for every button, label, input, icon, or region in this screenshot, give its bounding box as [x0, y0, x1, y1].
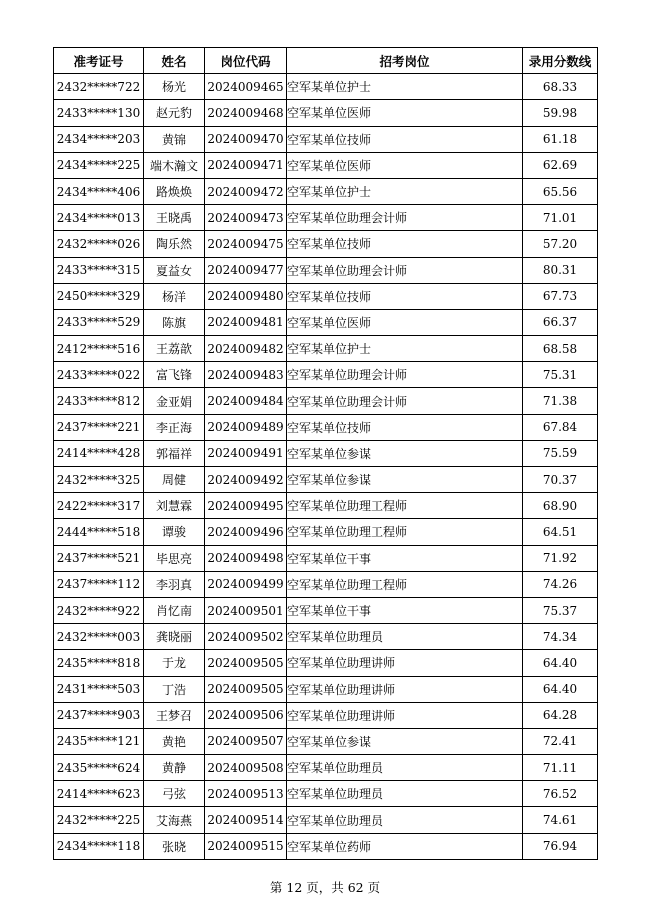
cell-score-line: 64.40: [523, 676, 598, 702]
cell-position-code: 2024009499: [205, 571, 287, 597]
table-row: [54, 309, 598, 335]
cell-position-code: 2024009481: [205, 309, 287, 335]
cell-exam-id: 2450*****329: [54, 283, 144, 309]
cell-position-code: 2024009491: [205, 440, 287, 466]
cell-position-code: 2024009471: [205, 152, 287, 178]
cell-exam-id: 2437*****521: [54, 545, 144, 571]
cell-exam-id: 2414*****428: [54, 440, 144, 466]
cell-name: 路焕焕: [144, 178, 205, 204]
cell-exam-id: 2437*****903: [54, 702, 144, 728]
cell-name: 弓弦: [144, 781, 205, 807]
cell-position: 空军某单位助理工程师: [287, 493, 523, 519]
cell-position-code: 2024009465: [205, 74, 287, 100]
cell-exam-id: 2412*****516: [54, 336, 144, 362]
cell-name: 赵元豹: [144, 100, 205, 126]
cell-exam-id: 2434*****118: [54, 833, 144, 859]
cell-score-line: 71.11: [523, 755, 598, 781]
cell-score-line: 64.40: [523, 650, 598, 676]
table-row: [54, 597, 598, 623]
header-name: 姓名: [144, 48, 205, 74]
cell-name: 艾海燕: [144, 807, 205, 833]
cell-exam-id: 2432*****026: [54, 231, 144, 257]
cell-position-code: 2024009506: [205, 702, 287, 728]
results-table: [53, 47, 598, 860]
header-score-line: 录用分数线: [523, 48, 598, 74]
cell-position: 空军某单位助理员: [287, 624, 523, 650]
cell-position-code: 2024009496: [205, 519, 287, 545]
cell-score-line: 57.20: [523, 231, 598, 257]
cell-position-code: 2024009495: [205, 493, 287, 519]
cell-position: 空军某单位助理员: [287, 781, 523, 807]
table-row: [54, 414, 598, 440]
cell-score-line: 76.94: [523, 833, 598, 859]
cell-score-line: 75.59: [523, 440, 598, 466]
table-row: [54, 807, 598, 833]
cell-name: 于龙: [144, 650, 205, 676]
cell-exam-id: 2434*****406: [54, 178, 144, 204]
table-row: [54, 728, 598, 754]
cell-name: 李羽真: [144, 571, 205, 597]
table-row: [54, 702, 598, 728]
cell-position: 空军某单位参谋: [287, 440, 523, 466]
table-row: [54, 781, 598, 807]
table-row: [54, 624, 598, 650]
cell-position: 空军某单位参谋: [287, 728, 523, 754]
cell-position-code: 2024009468: [205, 100, 287, 126]
cell-score-line: 68.33: [523, 74, 598, 100]
cell-position-code: 2024009470: [205, 126, 287, 152]
cell-exam-id: 2432*****225: [54, 807, 144, 833]
cell-name: 金亚娟: [144, 388, 205, 414]
cell-position-code: 2024009513: [205, 781, 287, 807]
cell-score-line: 71.38: [523, 388, 598, 414]
cell-exam-id: 2437*****221: [54, 414, 144, 440]
cell-name: 龚晓丽: [144, 624, 205, 650]
cell-score-line: 80.31: [523, 257, 598, 283]
cell-name: 李正海: [144, 414, 205, 440]
cell-position: 空军某单位护士: [287, 336, 523, 362]
cell-name: 谭骏: [144, 519, 205, 545]
cell-position-code: 2024009492: [205, 467, 287, 493]
cell-name: 周健: [144, 467, 205, 493]
cell-exam-id: 2437*****112: [54, 571, 144, 597]
cell-position: 空军某单位助理讲师: [287, 676, 523, 702]
table-row: [54, 467, 598, 493]
cell-exam-id: 2432*****922: [54, 597, 144, 623]
table-row: [54, 257, 598, 283]
cell-name: 刘慧霖: [144, 493, 205, 519]
cell-score-line: 74.26: [523, 571, 598, 597]
cell-name: 郭福祥: [144, 440, 205, 466]
cell-position-code: 2024009515: [205, 833, 287, 859]
cell-score-line: 66.37: [523, 309, 598, 335]
cell-position: 空军某单位技师: [287, 126, 523, 152]
cell-exam-id: 2433*****130: [54, 100, 144, 126]
cell-position-code: 2024009480: [205, 283, 287, 309]
table-row: [54, 205, 598, 231]
table-row: [54, 676, 598, 702]
cell-position: 空军某单位技师: [287, 231, 523, 257]
cell-exam-id: 2434*****013: [54, 205, 144, 231]
cell-position: 空军某单位助理会计师: [287, 257, 523, 283]
table-row: [54, 833, 598, 859]
cell-position: 空军某单位医师: [287, 309, 523, 335]
cell-name: 陈旗: [144, 309, 205, 335]
cell-score-line: 65.56: [523, 178, 598, 204]
cell-position-code: 2024009472: [205, 178, 287, 204]
cell-position-code: 2024009514: [205, 807, 287, 833]
cell-position: 空军某单位助理员: [287, 755, 523, 781]
cell-score-line: 75.31: [523, 362, 598, 388]
table-row: [54, 178, 598, 204]
cell-position: 空军某单位助理工程师: [287, 571, 523, 597]
header-position: 招考岗位: [287, 48, 523, 74]
cell-position-code: 2024009489: [205, 414, 287, 440]
cell-exam-id: 2435*****818: [54, 650, 144, 676]
cell-position: 空军某单位护士: [287, 178, 523, 204]
table-row: [54, 545, 598, 571]
header-position-code: 岗位代码: [205, 48, 287, 74]
cell-position-code: 2024009498: [205, 545, 287, 571]
cell-exam-id: 2444*****518: [54, 519, 144, 545]
cell-position: 空军某单位干事: [287, 597, 523, 623]
table-row: [54, 755, 598, 781]
cell-name: 端木瀚文: [144, 152, 205, 178]
cell-position-code: 2024009507: [205, 728, 287, 754]
table-row: [54, 231, 598, 257]
cell-exam-id: 2433*****529: [54, 309, 144, 335]
table-row: [54, 571, 598, 597]
cell-position: 空军某单位助理讲师: [287, 650, 523, 676]
cell-exam-id: 2435*****624: [54, 755, 144, 781]
cell-name: 黄锦: [144, 126, 205, 152]
cell-position-code: 2024009483: [205, 362, 287, 388]
page-number: 第 12 页，共 62 页: [269, 880, 381, 895]
cell-name: 王晓禹: [144, 205, 205, 231]
cell-score-line: 72.41: [523, 728, 598, 754]
cell-exam-id: 2433*****022: [54, 362, 144, 388]
cell-position: 空军某单位技师: [287, 283, 523, 309]
cell-score-line: 64.51: [523, 519, 598, 545]
cell-position: 空军某单位助理员: [287, 807, 523, 833]
cell-position: 空军某单位助理会计师: [287, 362, 523, 388]
cell-score-line: 74.61: [523, 807, 598, 833]
cell-position: 空军某单位助理讲师: [287, 702, 523, 728]
cell-position-code: 2024009502: [205, 624, 287, 650]
table-row: [54, 440, 598, 466]
table-header-row: [54, 48, 598, 74]
cell-position-code: 2024009484: [205, 388, 287, 414]
cell-name: 王荔歆: [144, 336, 205, 362]
cell-score-line: 75.37: [523, 597, 598, 623]
cell-name: 黄静: [144, 755, 205, 781]
table-row: [54, 650, 598, 676]
cell-score-line: 64.28: [523, 702, 598, 728]
cell-score-line: 71.01: [523, 205, 598, 231]
table-row: [54, 283, 598, 309]
cell-exam-id: 2435*****121: [54, 728, 144, 754]
cell-score-line: 62.69: [523, 152, 598, 178]
cell-score-line: 71.92: [523, 545, 598, 571]
cell-score-line: 59.98: [523, 100, 598, 126]
cell-exam-id: 2433*****315: [54, 257, 144, 283]
table-row: [54, 336, 598, 362]
table-row: [54, 362, 598, 388]
cell-position: 空军某单位医师: [287, 152, 523, 178]
cell-position-code: 2024009508: [205, 755, 287, 781]
cell-score-line: 68.90: [523, 493, 598, 519]
cell-score-line: 67.84: [523, 414, 598, 440]
cell-exam-id: 2432*****003: [54, 624, 144, 650]
cell-position-code: 2024009505: [205, 650, 287, 676]
cell-position: 空军某单位护士: [287, 74, 523, 100]
table-row: [54, 74, 598, 100]
cell-position: 空军某单位助理工程师: [287, 519, 523, 545]
cell-name: 夏益女: [144, 257, 205, 283]
cell-name: 毕思亮: [144, 545, 205, 571]
cell-position: 空军某单位干事: [287, 545, 523, 571]
table-row: [54, 388, 598, 414]
cell-position-code: 2024009473: [205, 205, 287, 231]
table-body: [54, 74, 598, 860]
cell-exam-id: 2432*****325: [54, 467, 144, 493]
header-exam-id: 准考证号: [54, 48, 144, 74]
cell-position-code: 2024009501: [205, 597, 287, 623]
cell-position-code: 2024009505: [205, 676, 287, 702]
cell-name: 杨光: [144, 74, 205, 100]
cell-exam-id: 2422*****317: [54, 493, 144, 519]
table-row: [54, 493, 598, 519]
cell-score-line: 68.58: [523, 336, 598, 362]
cell-position-code: 2024009477: [205, 257, 287, 283]
table-row: [54, 126, 598, 152]
table-row: [54, 152, 598, 178]
cell-position: 空军某单位参谋: [287, 467, 523, 493]
cell-position-code: 2024009475: [205, 231, 287, 257]
cell-name: 黄艳: [144, 728, 205, 754]
cell-position: 空军某单位技师: [287, 414, 523, 440]
cell-name: 张晓: [144, 833, 205, 859]
cell-name: 陶乐然: [144, 231, 205, 257]
cell-exam-id: 2433*****812: [54, 388, 144, 414]
cell-exam-id: 2434*****225: [54, 152, 144, 178]
cell-score-line: 74.34: [523, 624, 598, 650]
cell-position: 空军某单位医师: [287, 100, 523, 126]
cell-name: 丁浩: [144, 676, 205, 702]
cell-score-line: 61.18: [523, 126, 598, 152]
cell-exam-id: 2414*****623: [54, 781, 144, 807]
cell-score-line: 67.73: [523, 283, 598, 309]
cell-score-line: 76.52: [523, 781, 598, 807]
table-row: [54, 519, 598, 545]
cell-position: 空军某单位助理会计师: [287, 205, 523, 231]
table-row: [54, 100, 598, 126]
cell-exam-id: 2432*****722: [54, 74, 144, 100]
cell-name: 王梦召: [144, 702, 205, 728]
cell-exam-id: 2431*****503: [54, 676, 144, 702]
cell-name: 富飞锋: [144, 362, 205, 388]
cell-score-line: 70.37: [523, 467, 598, 493]
cell-name: 杨洋: [144, 283, 205, 309]
cell-exam-id: 2434*****203: [54, 126, 144, 152]
cell-position-code: 2024009482: [205, 336, 287, 362]
cell-name: 肖忆南: [144, 597, 205, 623]
cell-position: 空军某单位药师: [287, 833, 523, 859]
cell-position: 空军某单位助理会计师: [287, 388, 523, 414]
